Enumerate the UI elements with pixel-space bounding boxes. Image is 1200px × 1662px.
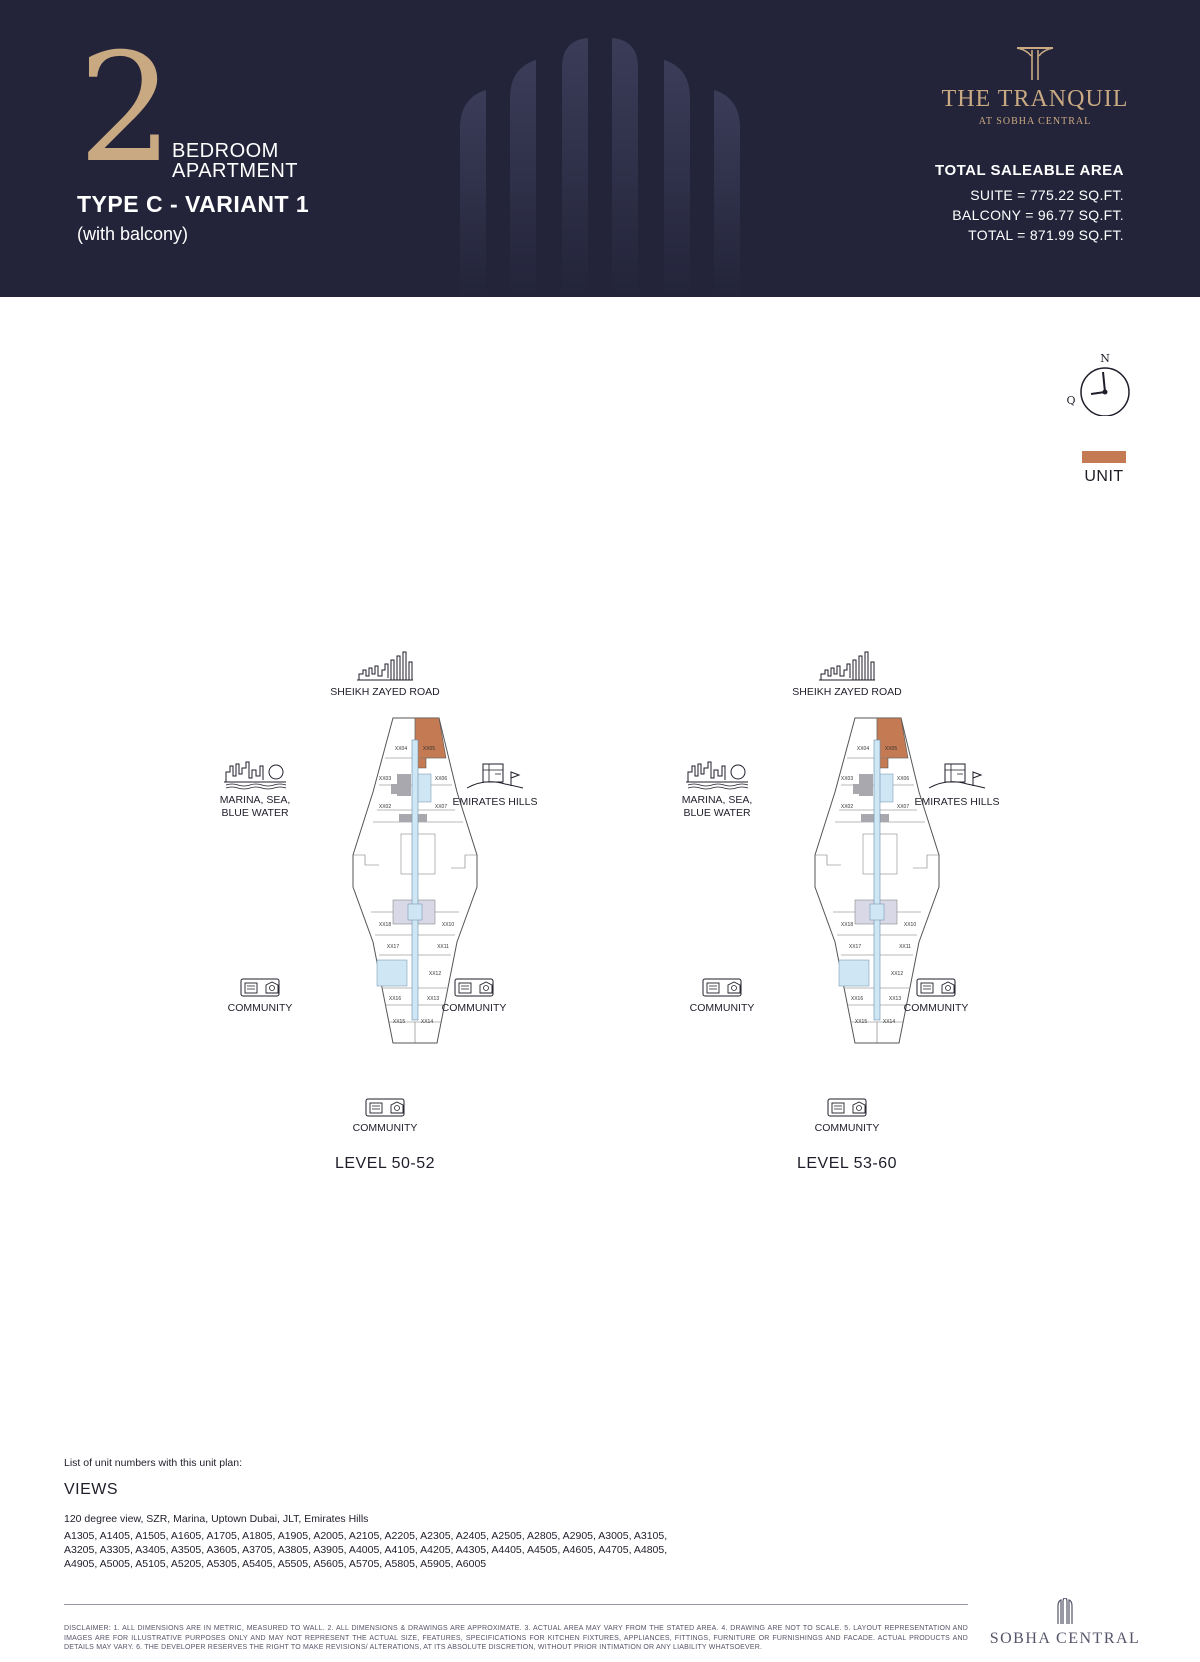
unit-label: XX17: [386, 944, 400, 950]
legend-label: UNIT: [1084, 468, 1124, 485]
unit-label: XX13: [426, 996, 440, 1002]
community-left-label: COMMUNITY: [689, 1002, 755, 1014]
direction-left-label-1: MARINA, SEA,: [681, 794, 753, 806]
direction-right-label: EMIRATES HILLS: [452, 796, 538, 808]
community-right: [896, 976, 976, 1015]
saleable-area: [935, 162, 1124, 245]
direction-left: [667, 756, 767, 820]
community-left-icon: [220, 976, 300, 1002]
arches-decoration: [450, 38, 750, 297]
unit-label: XX06: [434, 776, 448, 782]
community-bottom-icon: [807, 1096, 887, 1122]
divider: [64, 1604, 968, 1605]
unit-label: XX15: [392, 1019, 406, 1025]
unit-label: XX14: [420, 1019, 434, 1025]
unit-label: XX13: [888, 996, 902, 1002]
unit-label: XX18: [378, 922, 392, 928]
unit-label: XX16: [388, 996, 402, 1002]
footer-brand-name: SOBHA CENTRAL: [989, 1630, 1141, 1647]
unit-label: XX14: [882, 1019, 896, 1025]
bedroom-label: [172, 141, 298, 181]
direction-right-icon: [902, 760, 1012, 796]
unit-label: XX05: [422, 746, 436, 752]
community-bottom-label: COMMUNITY: [352, 1122, 418, 1134]
direction-top-label: SHEIKH ZAYED ROAD: [330, 686, 440, 698]
compass-west: Q: [1066, 394, 1076, 407]
direction-right-label: EMIRATES HILLS: [914, 796, 1000, 808]
area-suite: SUITE = 775.22 SQ.FT.: [970, 187, 1124, 203]
direction-left-icon: [205, 756, 305, 794]
unit-label: XX11: [437, 944, 449, 950]
unit-label: XX02: [378, 804, 392, 810]
direction-left: [205, 756, 305, 820]
unit-label: XX12: [890, 971, 904, 977]
community-left-label: COMMUNITY: [227, 1002, 293, 1014]
unit-type-title: TYPE C - VARIANT 1: [77, 191, 310, 217]
unit-label: XX07: [434, 804, 448, 810]
unit-label: XX12: [428, 971, 442, 977]
compass-north: N: [1100, 352, 1110, 365]
compass-icon: [1061, 350, 1135, 416]
unit-label: XX11: [899, 944, 911, 950]
community-bottom: [807, 1096, 887, 1135]
bedroom-count: 2: [78, 22, 174, 196]
direction-top-label: SHEIKH ZAYED ROAD: [792, 686, 902, 698]
area-title: TOTAL SALEABLE AREA: [935, 162, 1124, 179]
community-left-icon: [682, 976, 762, 1002]
community-bottom-icon: [345, 1096, 425, 1122]
units-intro: List of unit numbers with this unit plan:: [64, 1457, 243, 1469]
balcony-note: (with balcony): [77, 224, 189, 244]
community-bottom: [345, 1096, 425, 1135]
brand-logo: [930, 46, 1140, 127]
footer-logo: [985, 1598, 1145, 1648]
disclaimer: DISCLAIMER: 1. ALL DIMENSIONS ARE IN METRIC, MEASURED TO WALL. 2. ALL DIMENSIONS & DRAWINGS ARE APPROXIMATE. 3. ACTUAL AREA MAY VARY FROM THE STATED AREA. 4. DRAWING ARE NOT TO SCALE. 5. LAYOUT REPRESENTATION AND IMAGES ARE FOR ILLUSTRATIVE PURPOSES ONLY AND MAY NOT REPRESENT THE ACTUAL SIZE, FEATURES, SPECIFICATIONS FOR KITCHEN FIXTURES, APPLIANCES, FITTINGS, FURNITURE OR FURNISHINGS AND FACADE. ACTUAL PRODUCTS AND DETAILS MAY VARY. 6. THE DEVELOPER RESERVES THE RIGHT TO MAKE REVISIONS/ ALTERATIONS, AT ITS ABSOLUTE DISCRETION, WITHOUT PRIOR INTIMATION OR ANY LIABILITY WHATSOEVER.: [64, 1625, 968, 1651]
legend-swatch: [1082, 451, 1126, 463]
direction-top: [772, 650, 922, 699]
views-title: VIEWS: [64, 1481, 119, 1498]
community-left: [682, 976, 762, 1015]
unit-label: XX03: [840, 776, 854, 782]
direction-left-icon: [667, 756, 767, 794]
community-bottom-label: COMMUNITY: [814, 1122, 880, 1134]
unit-label: XX05: [884, 746, 898, 752]
unit-label: XX04: [856, 746, 870, 752]
unit-label: XX15: [854, 1019, 868, 1025]
brand-mark-icon: [1013, 46, 1057, 82]
direction-top-icon: [772, 650, 922, 686]
unit-label: XX03: [378, 776, 392, 782]
community-left: [220, 976, 300, 1015]
sobha-mark-icon: [1055, 1598, 1075, 1624]
unit-label: XX16: [850, 996, 864, 1002]
community-right-label: COMMUNITY: [441, 1002, 507, 1014]
direction-left-label-2: BLUE WATER: [683, 807, 751, 819]
direction-right: [440, 760, 550, 809]
unit-label: XX10: [903, 922, 917, 928]
direction-top-icon: [310, 650, 460, 686]
bedroom-label-line2: APARTMENT: [172, 160, 298, 182]
community-right-label: COMMUNITY: [903, 1002, 969, 1014]
community-right-icon: [896, 976, 976, 1002]
unit-label: XX06: [896, 776, 910, 782]
views-description: 120 degree view, SZR, Marina, Uptown Dubai, JLT, Emirates Hills: [64, 1513, 369, 1525]
direction-right: [902, 760, 1012, 809]
bedroom-label-line1: BEDROOM: [172, 140, 279, 162]
brand-subtitle: AT SOBHA CENTRAL: [978, 116, 1092, 127]
direction-left-label-2: BLUE WATER: [221, 807, 289, 819]
unit-label: XX18: [840, 922, 854, 928]
direction-right-icon: [440, 760, 550, 796]
plan-level-label: LEVEL 50-52: [334, 1155, 436, 1172]
area-total: TOTAL = 871.99 SQ.FT.: [968, 227, 1124, 243]
unit-label: XX10: [441, 922, 455, 928]
header-banner: [0, 0, 1200, 297]
unit-label: XX17: [848, 944, 862, 950]
brand-name: THE TRANQUIL: [941, 86, 1129, 112]
community-right-icon: [434, 976, 514, 1002]
unit-label: XX07: [896, 804, 910, 810]
unit-label: XX04: [394, 746, 408, 752]
unit-label: XX02: [840, 804, 854, 810]
plan-level-label: LEVEL 53-60: [796, 1155, 898, 1172]
community-right: [434, 976, 514, 1015]
area-balcony: BALCONY = 96.77 SQ.FT.: [952, 207, 1124, 223]
direction-left-label-1: MARINA, SEA,: [219, 794, 291, 806]
units-list: A1305, A1405, A1505, A1605, A1705, A1805, A1905, A2005, A2105, A2205, A2305, A2405, A2505, A2805, A2905, A3005, A3105, A3205, A3305, A3405, A3505, A3605, A3705, A3805, A3905, A4005, A4105, A4205, A4305, A4405, A4505, A4605, A4705, A4805, A4905, A5005, A5105, A5205, A5305, A5405, A5505, A5605, A5705, A5805, A5905, A6005: [64, 1530, 668, 1570]
direction-top: [310, 650, 460, 699]
